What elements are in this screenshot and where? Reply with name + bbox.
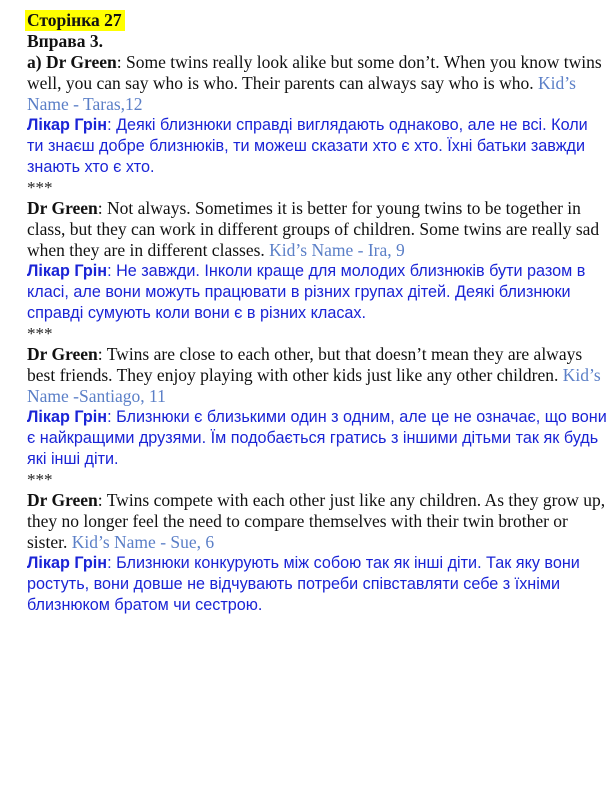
kid-name: Kid’s Name - Taras,12	[27, 73, 576, 114]
speaker-name: Dr Green	[45, 52, 117, 72]
english-paragraph	[27, 344, 607, 407]
ukrainian-paragraph	[27, 553, 607, 616]
paragraph-prefix: a)	[27, 52, 46, 72]
english-text: : Some twins really look alike but some don’t. When you know twins well, you can say who is who. Their parents can always say who is who.	[27, 52, 602, 93]
speaker-name-ua: Лікар Грін	[27, 262, 108, 280]
english-text: : Not always. Sometimes it is better for young twins to be together in class, but they can work in different groups of children. Some twins are really sad when they are in different classes.	[27, 198, 600, 260]
speaker-name: Dr Green	[27, 198, 98, 218]
kid-name: Kid’s Name -Santiago, 11	[27, 365, 601, 406]
ukrainian-text: : Близнюки конкурують між собою так як інші діти. Так яку вони ростуть, вони довше не відчувають потреби співставляти себе з їхніми близнюком братом чи сестрою.	[27, 554, 580, 614]
english-paragraph	[27, 490, 607, 553]
ukrainian-paragraph	[27, 115, 607, 178]
speaker-name-ua: Лікар Грін	[27, 408, 108, 426]
speaker-name-ua: Лікар Грін	[27, 116, 108, 134]
ukrainian-text: : Деякі близнюки справді виглядають однаково, але не всі. Коли ти знаєш добре близнюків, ти можеш сказати хто є хто. Їхні батьки завжди знають хто є хто.	[27, 116, 588, 176]
ukrainian-paragraph	[27, 261, 607, 324]
document-body	[27, 10, 607, 616]
separator: ***	[27, 324, 53, 343]
kid-name: Kid’s Name - Ira, 9	[269, 240, 405, 260]
separator: ***	[27, 178, 53, 197]
english-text: : Twins compete with each other just like any children. As they grow up, they no longer feel the need to compare themselves with their twin brother or sister.	[27, 490, 606, 552]
kid-name: Kid’s Name - Sue, 6	[71, 532, 215, 552]
ukrainian-paragraph	[27, 407, 607, 470]
page-number-label: Сторінка 27	[25, 10, 125, 31]
ukrainian-text: : Не завжди. Інколи краще для молодих близнюків бути разом в класі, але вони можуть працювати в різних групах дітей. Деякі близнюки справді сумують коли вони є в різних класах.	[27, 262, 586, 322]
english-text: : Twins are close to each other, but that doesn’t mean they are always best friends. They enjoy playing with other kids just like any other children.	[27, 344, 583, 385]
speaker-name: Dr Green	[27, 344, 98, 364]
ukrainian-text: : Близнюки є близькими один з одним, але це не означає, що вони є найкращими друзями. Їм подобається гратись з іншими дітьми так як будь які інші діти.	[27, 408, 607, 468]
separator: ***	[27, 470, 53, 489]
english-paragraph	[27, 198, 607, 261]
english-paragraph	[27, 52, 607, 115]
speaker-name-ua: Лікар Грін	[27, 554, 108, 572]
speaker-name: Dr Green	[27, 490, 98, 510]
exercise-title: Вправа 3.	[27, 31, 103, 51]
